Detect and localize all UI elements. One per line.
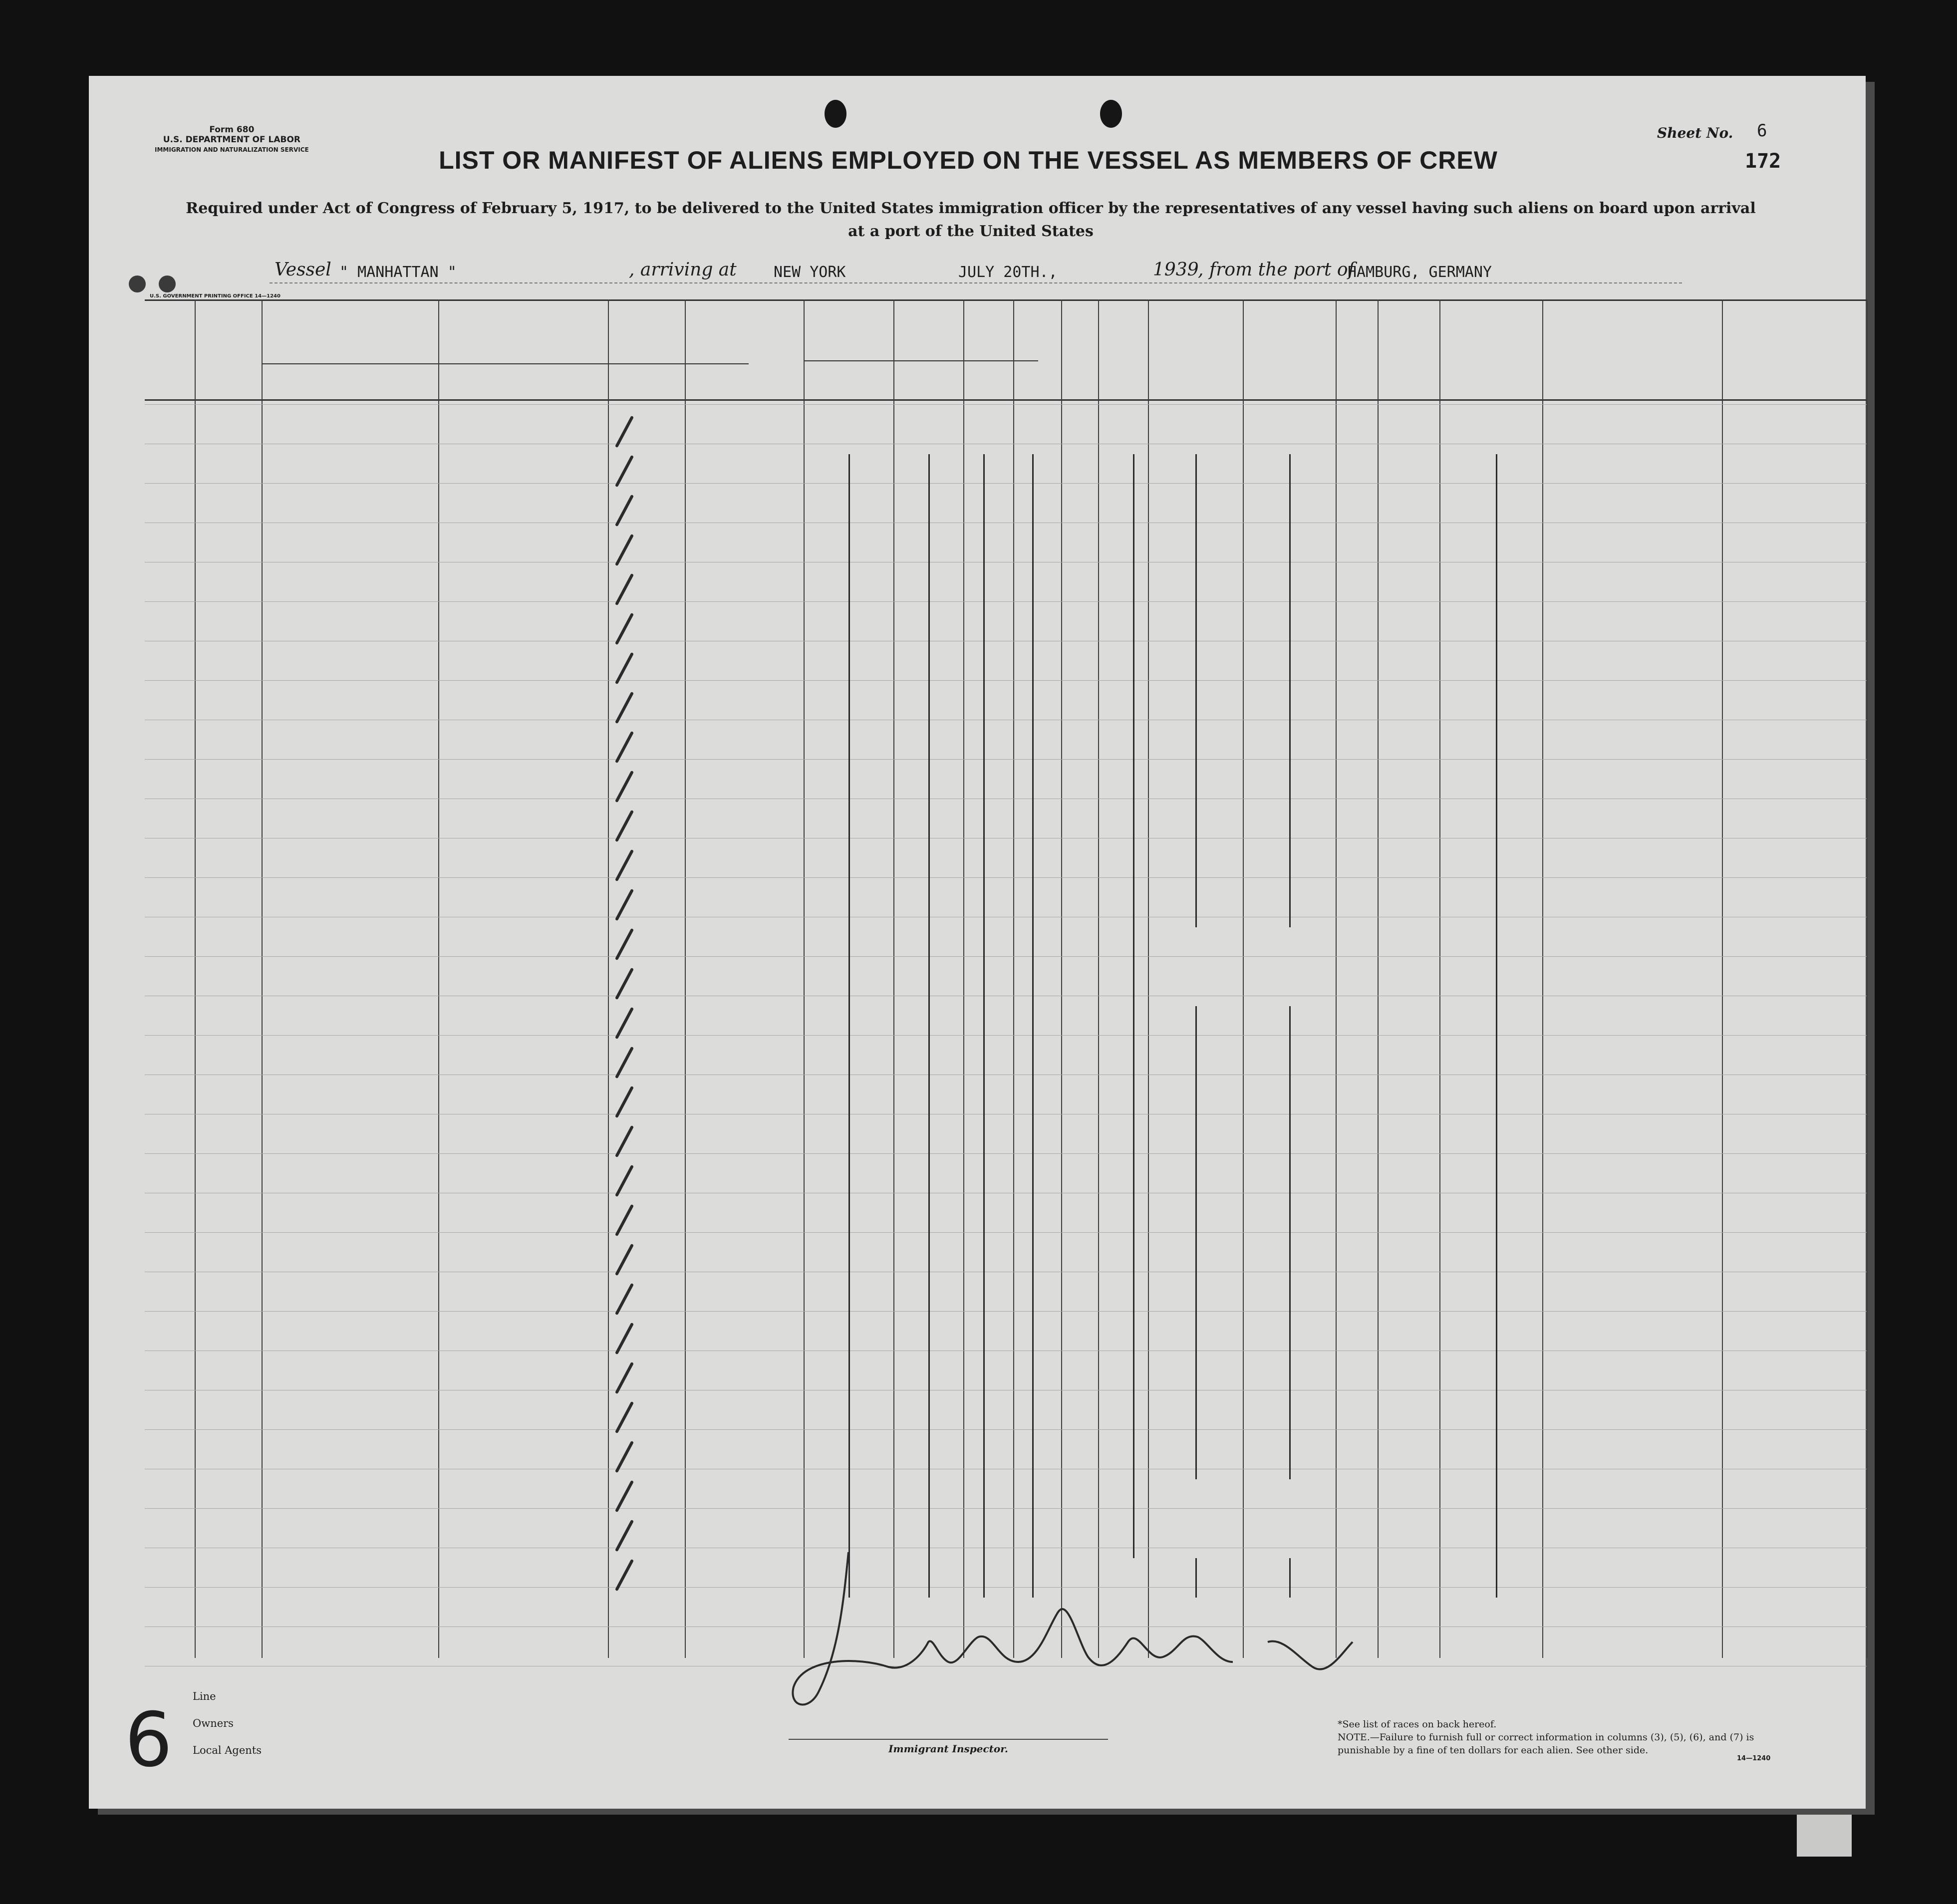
column-rule <box>1098 299 1099 1658</box>
check-mark <box>615 573 634 606</box>
binder-hole-right <box>1100 100 1122 128</box>
check-mark <box>615 1086 634 1118</box>
column-rule <box>1867 299 1868 1658</box>
vessel-line <box>270 260 1687 281</box>
ditto-line <box>848 454 850 1598</box>
inspector-signature-line <box>789 1739 1108 1740</box>
arrival-year: 1939 <box>1153 260 1199 280</box>
inspector-signature <box>759 1542 1368 1722</box>
column-rule <box>1722 299 1723 1658</box>
row-rule <box>145 483 1867 484</box>
form-code: 14—1240 <box>1737 1755 1771 1762</box>
row-rule <box>145 956 1867 957</box>
punch-hole <box>159 275 176 292</box>
row-rule <box>145 601 1867 602</box>
header-bottom-rule <box>145 399 1867 401</box>
page-title: LIST OR MANIFEST OF ALIENS EMPLOYED ON THE VESSEL AS MEMBERS OF CREW <box>439 146 1498 174</box>
column-rule <box>1013 299 1014 1658</box>
column-rule <box>438 299 439 1658</box>
arrival-port: NEW YORK <box>774 264 846 281</box>
footer-labels <box>193 1683 262 1764</box>
check-mark <box>615 1362 634 1394</box>
check-mark <box>615 1007 634 1040</box>
check-mark <box>615 1559 634 1592</box>
punch-hole <box>129 275 146 292</box>
sheet-number-handwritten: 6 <box>125 1697 173 1784</box>
column-rule <box>1439 299 1440 1658</box>
crew-table <box>145 299 1867 1658</box>
row-rule <box>145 680 1867 681</box>
check-mark <box>615 495 634 527</box>
footer-note <box>1338 1718 1797 1757</box>
printing-office-note: U.S. GOVERNMENT PRINTING OFFICE 14—1240 <box>150 293 280 299</box>
row-rule <box>145 759 1867 760</box>
check-mark <box>615 1165 634 1197</box>
check-mark <box>615 534 634 566</box>
line-label: Line <box>193 1690 216 1702</box>
column-rule <box>1061 299 1062 1658</box>
check-mark <box>615 416 634 448</box>
column-rule <box>1243 299 1244 1658</box>
column-rule <box>685 299 686 1658</box>
column-rule <box>1378 299 1379 1658</box>
arrival-date: JULY 20TH., <box>958 264 1058 281</box>
column-rule <box>893 299 894 1658</box>
check-mark <box>615 1323 634 1355</box>
sheet-number-label: Sheet No. <box>1657 125 1733 141</box>
vessel-label: Vessel <box>275 260 331 280</box>
ditto-line <box>1032 454 1034 1598</box>
binder-hole-left <box>825 100 846 128</box>
column-rule <box>1542 299 1543 1658</box>
name-subrule <box>262 363 749 364</box>
row-rule <box>145 1429 1867 1430</box>
ditto-line <box>983 454 985 1598</box>
ditto-line <box>1289 1006 1291 1479</box>
row-rule <box>145 1311 1867 1312</box>
ditto-line <box>1195 1006 1197 1479</box>
arriving-label: , arriving at <box>629 260 737 280</box>
check-mark <box>615 889 634 921</box>
column-rule <box>804 299 805 1658</box>
check-mark <box>615 1047 634 1079</box>
penalty-note: NOTE.—Failure to furnish full or correct information in columns (3), (5), (6), and (7) is punishable by a fine of ten dollars for each alien. See other side. <box>1338 1732 1754 1756</box>
row-rule <box>145 404 1867 405</box>
row-rule <box>145 1508 1867 1509</box>
check-mark <box>615 1441 634 1473</box>
check-mark <box>615 455 634 488</box>
check-mark <box>615 613 634 645</box>
ditto-line <box>1133 454 1134 1558</box>
check-mark <box>615 1244 634 1276</box>
race-note: *See list of races on back hereof. <box>1338 1719 1497 1730</box>
check-mark <box>615 1283 634 1316</box>
check-mark <box>615 731 634 764</box>
page-stamp: 172 <box>1745 150 1781 173</box>
ditto-line <box>928 454 930 1598</box>
column-rule <box>262 299 263 1658</box>
row-rule <box>145 1153 1867 1154</box>
page-subtitle: Required under Act of Congress of February 5, 1917, to be delivered to the United States immigration officer by the representatives of any vessel having such aliens on board upon arrival at a port of the United States <box>186 200 1756 240</box>
form-number: Form 680 <box>209 125 255 135</box>
service-name: IMMIGRATION AND NATURALIZATION SERVICE <box>155 146 309 153</box>
local-agents-label: Local Agents <box>193 1744 262 1756</box>
check-mark <box>615 810 634 842</box>
vessel-name: " MANHATTAN " <box>339 264 457 281</box>
column-rule <box>963 299 964 1658</box>
row-rule <box>145 1035 1867 1036</box>
check-mark <box>615 1125 634 1158</box>
owners-label: Owners <box>193 1717 234 1729</box>
column-rule <box>195 299 196 1658</box>
check-mark <box>615 771 634 803</box>
department-name: U.S. DEPARTMENT OF LABOR <box>163 135 301 145</box>
ditto-line <box>1289 454 1291 927</box>
sheet-number-value: 6 <box>1757 121 1767 141</box>
from-label: , from the port of <box>1198 260 1355 280</box>
header-top-rule <box>145 299 1867 301</box>
column-rule <box>1336 299 1337 1658</box>
column-rule <box>608 299 609 1658</box>
check-mark <box>615 1401 634 1434</box>
check-mark <box>615 849 634 882</box>
check-mark <box>615 652 634 685</box>
shipped-subrule <box>804 360 1038 361</box>
ditto-line <box>1195 454 1197 927</box>
vessel-line-rule <box>270 282 1682 283</box>
inspector-label: Immigrant Inspector. <box>888 1743 1008 1755</box>
check-mark <box>615 1480 634 1513</box>
row-rule <box>145 1232 1867 1233</box>
column-rule <box>1148 299 1149 1658</box>
check-mark <box>615 1204 634 1237</box>
check-mark <box>615 1520 634 1552</box>
departure-port: HAMBURG, GERMANY <box>1348 264 1492 281</box>
check-mark <box>615 968 634 1000</box>
check-mark <box>615 692 634 724</box>
ditto-line <box>1496 454 1497 1598</box>
check-mark <box>615 928 634 961</box>
row-rule <box>145 877 1867 878</box>
